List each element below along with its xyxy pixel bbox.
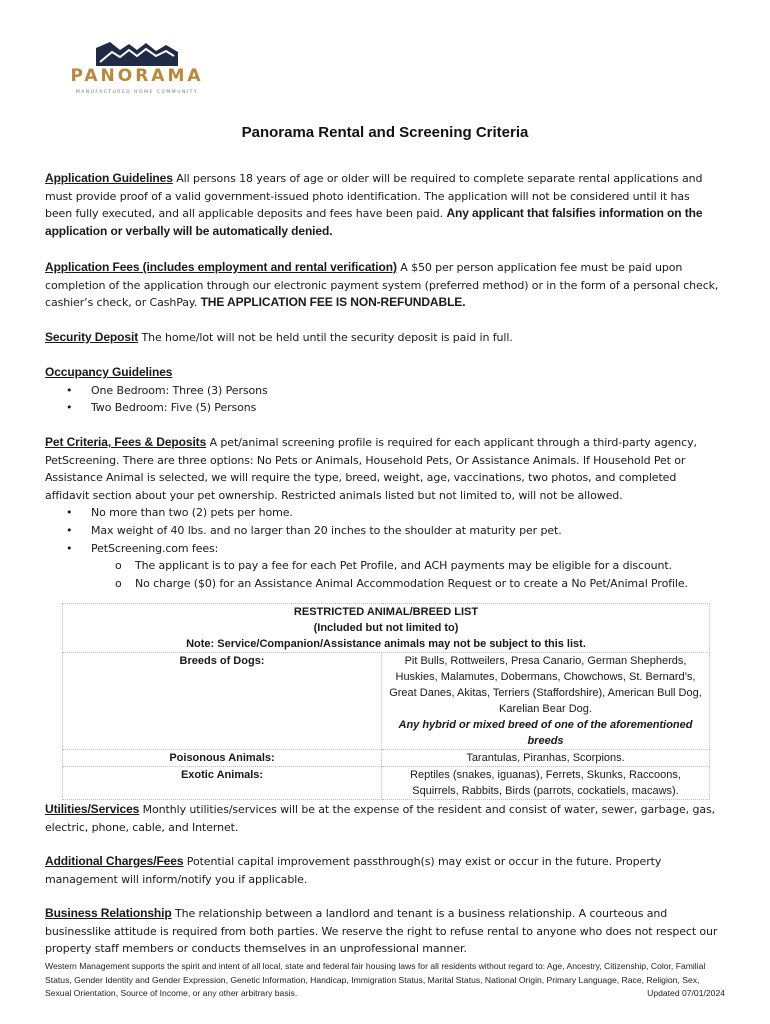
- section-heading: Security Deposit: [45, 330, 139, 344]
- section-text: Monthly utilities/services will be at the expense of the resident and consist of water, sewer, garbage, gas, electric, phone, cable, and Internet.: [45, 803, 716, 834]
- mountain-logo-icon: [96, 42, 178, 66]
- table-cell-label: Poisonous Animals:: [63, 750, 382, 767]
- footer-text: Western Management supports the spirit and intent of all local, state and federal fair housing laws for all residents without regard to: Age, Ancestry, Citizenship, Color, Familial Status, Gender Identity and Gender Expression, Genetic Information, Handicap, Immigration Status, Marital Status, National Origin, Primary Language, Race, Religion, Sex, Sexual Orientation, Source of Income, or any other arbitrary basis.: [45, 961, 706, 999]
- section-heading: Application Fees (includes employment and rental verification): [45, 260, 397, 274]
- panorama-logo: [62, 34, 212, 104]
- table-cell-value: Tarantulas, Piranhas, Scorpions.: [382, 750, 710, 767]
- section-application-guidelines: [45, 170, 720, 240]
- list-item: • Two Bedroom: Five (5) Persons: [45, 399, 720, 417]
- table-row: [63, 767, 710, 800]
- section-heading: Application Guidelines: [45, 171, 173, 185]
- list-item: • Max weight of 40 lbs. and no larger than 20 inches to the shoulder at maturity per pet.: [45, 522, 720, 540]
- table-row: [63, 604, 710, 653]
- section-pet-criteria: [45, 434, 720, 592]
- section-security-deposit: [45, 329, 720, 347]
- section-emphasis: THE APPLICATION FEE IS NON-REFUNDABLE.: [200, 295, 466, 310]
- sub-list-item: o The applicant is to pay a fee for each Pet Profile, and ACH payments may be eligible for a discount.: [45, 557, 720, 575]
- table-header-subtitle: (Included but not limited to): [313, 622, 459, 634]
- table-row: [63, 750, 710, 767]
- table-cell-note: Any hybrid or mixed breed of one of the aforementioned breeds: [398, 719, 693, 747]
- section-text: Potential capital improvement passthrough(s) may exist or occur in the future. Property management will inform/notify you if applicable.: [45, 855, 662, 886]
- updated-date: Updated 07/01/2024: [647, 988, 725, 999]
- logo-tagline: MANUFACTURED HOME COMMUNITY: [75, 90, 199, 95]
- section-text: All persons 18 years of age or older will be required to complete separate rental applications and must provide proof of a valid government-issued photo identification. The application will not be considered until it has been fully executed, and all applicable deposits and fees have been paid.: [45, 172, 703, 221]
- section-business-relationship: [45, 905, 720, 958]
- list-item: • PetScreening.com fees:: [45, 540, 720, 558]
- logo-wordmark: PANORAMA: [70, 66, 204, 86]
- table-cell-value: [382, 653, 710, 750]
- table-header-note: Note: Service/Companion/Assistance animals may not be subject to this list.: [186, 638, 586, 650]
- section-heading: Additional Charges/Fees: [45, 854, 184, 868]
- section-occupancy: [45, 364, 720, 417]
- section-heading: Utilities/Services: [45, 802, 140, 816]
- list-item: • No more than two (2) pets per home.: [45, 504, 720, 522]
- fair-housing-footer: [45, 960, 725, 1001]
- sub-list-item: o No charge ($0) for an Assistance Animal Accommodation Request or to create a No Pet/Animal Profile.: [45, 575, 720, 593]
- table-row: [63, 653, 710, 750]
- restricted-animal-table: [62, 603, 710, 800]
- section-text: The relationship between a landlord and tenant is a business relationship. A courteous and businesslike attitude is required from both parties. We reserve the right to refuse rental to anyone who does not respect our property staff members or conducts themselves in an unprofessional manner.: [45, 907, 718, 956]
- section-application-fees: [45, 259, 720, 312]
- section-heading: Occupancy Guidelines: [45, 365, 173, 379]
- table-cell-label: Breeds of Dogs:: [63, 653, 382, 750]
- list-item: • One Bedroom: Three (3) Persons: [45, 382, 720, 400]
- table-cell-label: Exotic Animals:: [63, 767, 382, 800]
- section-heading: Business Relationship: [45, 906, 172, 920]
- section-additional-charges: [45, 853, 720, 888]
- table-header-title: RESTRICTED ANIMAL/BREED LIST: [293, 606, 479, 618]
- section-text: A $50 per person application fee must be paid upon completion of the application through our electronic payment system (preferred method) or in the form of a personal check, cashier’s check, or CashPay.: [45, 261, 719, 310]
- section-utilities: [45, 801, 720, 836]
- section-heading: Pet Criteria, Fees & Deposits: [45, 435, 207, 449]
- section-emphasis: Any applicant that falsifies information on the application or verbally will be automatically denied.: [45, 206, 703, 238]
- document-title: Panorama Rental and Screening Criteria: [241, 124, 529, 141]
- table-cell-value: Reptiles (snakes, iguanas), Ferrets, Skunks, Raccoons, Squirrels, Rabbits, Birds (parrots, cockatiels, macaws).: [382, 767, 710, 800]
- table-header: [63, 604, 710, 653]
- section-text: The home/lot will not be held until the security deposit is paid in full.: [138, 331, 513, 344]
- table-cell-text: Pit Bulls, Rottweilers, Presa Canario, German Shepherds, Huskies, Malamutes, Dobermans, Chowchows, St. Bernard’s, Great Danes, Akitas, Terriers (Staffordshire), American Bull Dog, Karelian Bear Dog.: [389, 655, 702, 715]
- section-text: A pet/animal screening profile is required for each applicant through a third-party agency, PetScreening. There are three options: No Pets or Animals, Household Pets, Or Assistance Animals. If Household Pet or Assistance Animal is selected, we will require the type, breed, weight, age, vaccinations, two photos, and completed affidavit section about your pet ownership. Restricted animals listed but not limited to, will not be allowed.: [45, 436, 697, 502]
